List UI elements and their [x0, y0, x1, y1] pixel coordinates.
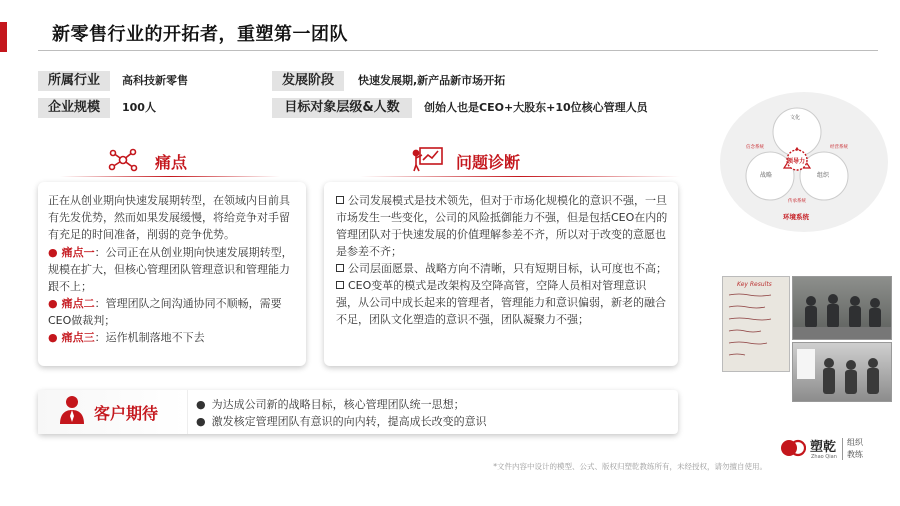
expectation-item-1 — [196, 396, 666, 413]
pain-item-text: ：运作机制落地不下去 — [94, 331, 205, 344]
pain-item-key: 痛点二 — [61, 297, 95, 310]
logo-divider — [842, 438, 843, 460]
checkbox-square-icon — [336, 281, 344, 289]
pain-title: 痛点 — [155, 153, 188, 172]
copyright-note: *文件内容中设计的模型、公式、版权归塑乾教练所有，未经授权，请勿擅自使用。 — [493, 462, 767, 471]
pain-item-text: ：公司正在从创业期向快速发展期转型，规模在扩大，但核心管理团队管理意识和管理能力跟不上； — [48, 246, 293, 293]
workshop-photos — [722, 276, 892, 402]
page-title: 新零售行业的开拓者，重塑第一团队 — [52, 24, 348, 45]
diagnosis-item-text: CEO变革的模式是改架构及空降高管，空降人员相对管理意识强，从公司中成长起来的管理者，管理能力和意识偏弱，新老的融合不足，团队文化塑造的意识不强，团队凝聚力不强； — [336, 279, 666, 326]
logo-sub-2: 教练 — [847, 450, 863, 459]
diagnosis-title: 问题诊断 — [456, 153, 521, 172]
whiteboard-title: Key Results — [737, 281, 772, 288]
pain-item-3 — [48, 329, 300, 346]
pain-card — [38, 182, 306, 366]
pain-intro: 正在从创业期向快速发展期转型，在领域内目前具有先发优势，然而如果发展缓慢，将给竞争对手留有充足的时间准备，削弱的竞争优势。 — [48, 194, 290, 241]
expectation-item-text: 为达成公司新的战略目标，核心管理团队统一思想； — [211, 398, 465, 411]
presentation-chart-icon — [412, 145, 444, 173]
logo-mark-icon — [780, 437, 806, 459]
model-circle-right-label: 组织 — [817, 172, 830, 179]
target-value: 创始人也是CEO+大股东+10位核心管理人员 — [424, 101, 648, 114]
logo-pinyin: Zhao Qian — [811, 454, 837, 460]
model-circle-left-label: 战略 — [760, 172, 773, 179]
diagnosis-item-1 — [336, 192, 668, 260]
diagnosis-item-3 — [336, 277, 668, 328]
expectation-title: 客户期待 — [94, 404, 159, 423]
bullet-dot-icon: ● — [196, 415, 206, 428]
target-label: 目标对象层级&人数 — [272, 98, 412, 118]
diagnosis-item-text: 公司层面愿景、战略方向不清晰，只有短期目标，认可度也不高； — [348, 262, 667, 275]
model-caption: 环境系统 — [783, 213, 809, 221]
pain-item-text: ：管理团队之间沟通协同不顺畅，需要CEO做裁判； — [48, 297, 282, 327]
pain-title-underline — [60, 176, 280, 177]
expectation-item-2 — [196, 413, 666, 430]
title-divider — [38, 50, 878, 51]
model-arrow-label: 经营系统 — [830, 145, 848, 150]
model-arrow-label: 信念系统 — [746, 145, 764, 150]
diagnosis-item-text: 公司发展模式是技术领先，但对于市场化规模化的意识不强，一旦市场发生一些变化，公司的风险抵御能力不强，但是包括CEO在内的管理团队对于快速发展的价值理解参差不齐，所以对于改变的意愿也是参差不齐； — [336, 194, 668, 258]
model-center-label: 领导力 — [787, 158, 806, 165]
team-photo-top — [792, 276, 892, 340]
bullet-dot-icon: ● — [48, 246, 58, 259]
pain-item-key: 痛点一 — [61, 246, 95, 259]
scale-label: 企业规模 — [38, 98, 110, 118]
logo-sub-1: 组织 — [847, 438, 863, 447]
pain-item-1 — [48, 244, 300, 295]
team-photo-bottom — [792, 342, 892, 402]
bullet-dot-icon: ● — [48, 331, 58, 344]
whiteboard-photo — [722, 276, 790, 372]
model-diagram — [720, 92, 888, 232]
pain-item-2 — [48, 295, 300, 329]
model-arrow-label: 传承系统 — [788, 199, 806, 204]
person-icon — [58, 394, 86, 424]
checkbox-square-icon — [336, 264, 344, 272]
brand-logo — [780, 434, 890, 464]
checkbox-square-icon — [336, 196, 344, 204]
bullet-dot-icon: ● — [196, 398, 206, 411]
network-icon — [108, 147, 138, 173]
industry-label: 所属行业 — [38, 71, 110, 91]
model-circle-top-label: 文化 — [790, 115, 801, 121]
title-accent-bar — [0, 22, 7, 52]
stage-label: 发展阶段 — [272, 71, 344, 91]
bullet-dot-icon: ● — [48, 297, 58, 310]
expectation-item-text: 激发核定管理团队有意识的向内转，提高成长改变的意识 — [211, 415, 487, 428]
scale-value: 100人 — [122, 101, 156, 114]
industry-value: 高科技新零售 — [122, 74, 188, 87]
logo-name: 塑乾 — [810, 440, 837, 455]
pain-item-key: 痛点三 — [61, 331, 95, 344]
diagnosis-card — [324, 182, 678, 366]
diagnosis-item-2 — [336, 260, 668, 277]
stage-value: 快速发展期,新产品新市场开拓 — [358, 74, 506, 87]
diagnosis-title-underline — [360, 176, 680, 177]
